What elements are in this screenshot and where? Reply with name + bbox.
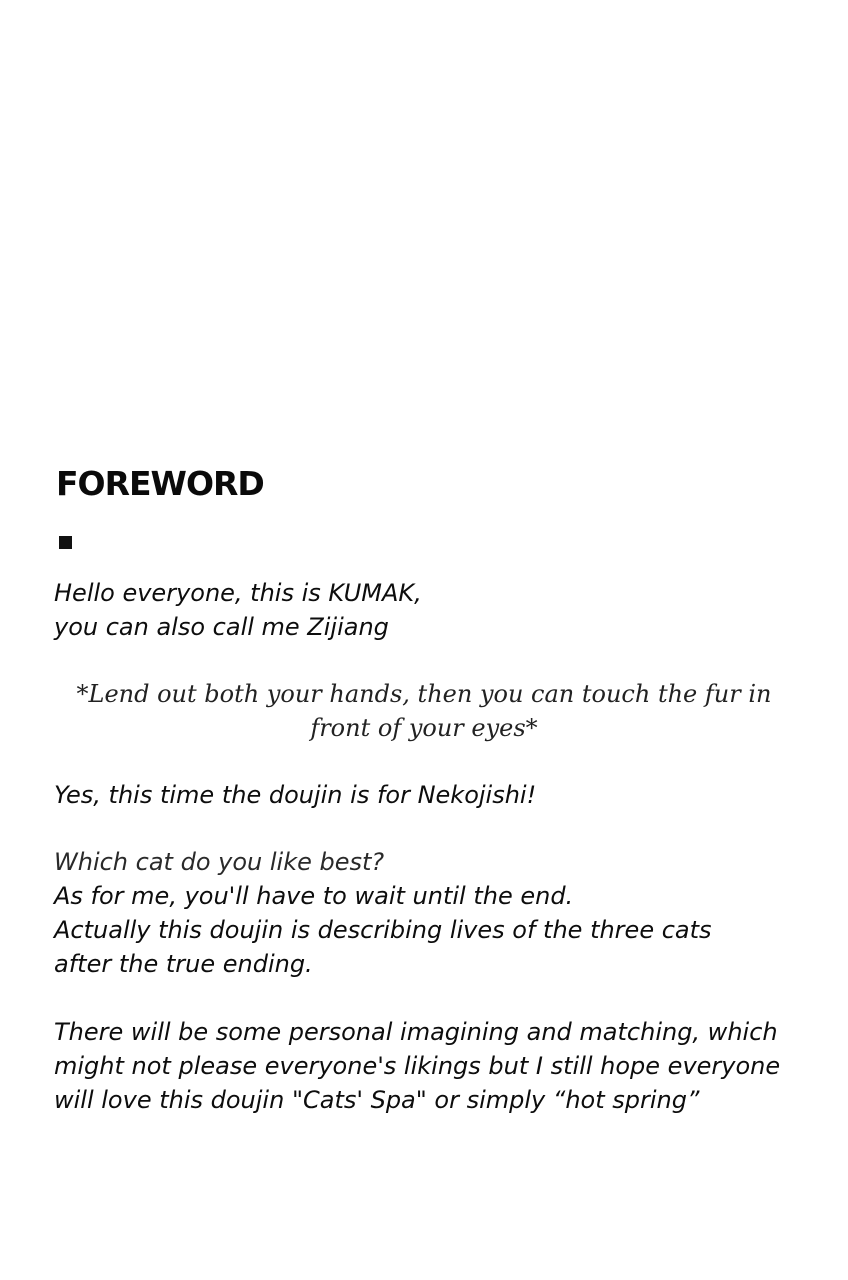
intro-paragraph bbox=[54, 576, 422, 644]
intro-line-1: Hello everyone, this is KUMAK, bbox=[54, 579, 422, 607]
closing-line-1: There will be some personal imagining and matching, which bbox=[54, 1018, 778, 1046]
closing-line-3: will love this doujin "Cats' Spa" or simply “hot spring” bbox=[54, 1086, 700, 1114]
intro-line-2: you can also call me Zijiang bbox=[54, 613, 389, 641]
closing-line-2: might not please everyone's likings but I still hope everyone bbox=[54, 1052, 781, 1080]
square-bullet-icon bbox=[59, 536, 72, 549]
question-paragraph bbox=[54, 845, 712, 981]
closing-paragraph bbox=[54, 1015, 780, 1117]
page-title: FOREWORD bbox=[56, 464, 264, 503]
question-line-4: after the true ending. bbox=[54, 950, 313, 978]
question-line-1: Which cat do you like best? bbox=[54, 848, 385, 876]
question-line-3: Actually this doujin is describing lives of the three cats bbox=[54, 916, 712, 944]
quote-line-2: front of your eyes* bbox=[310, 714, 538, 742]
quote-line-1: *Lend out both your hands, then you can touch the fur in bbox=[76, 680, 772, 708]
announcement-line: Yes, this time the doujin is for Nekojishi! bbox=[54, 781, 537, 809]
quote-paragraph bbox=[60, 677, 788, 745]
question-line-2: As for me, you'll have to wait until the end. bbox=[54, 882, 574, 910]
announcement-paragraph bbox=[54, 778, 536, 812]
